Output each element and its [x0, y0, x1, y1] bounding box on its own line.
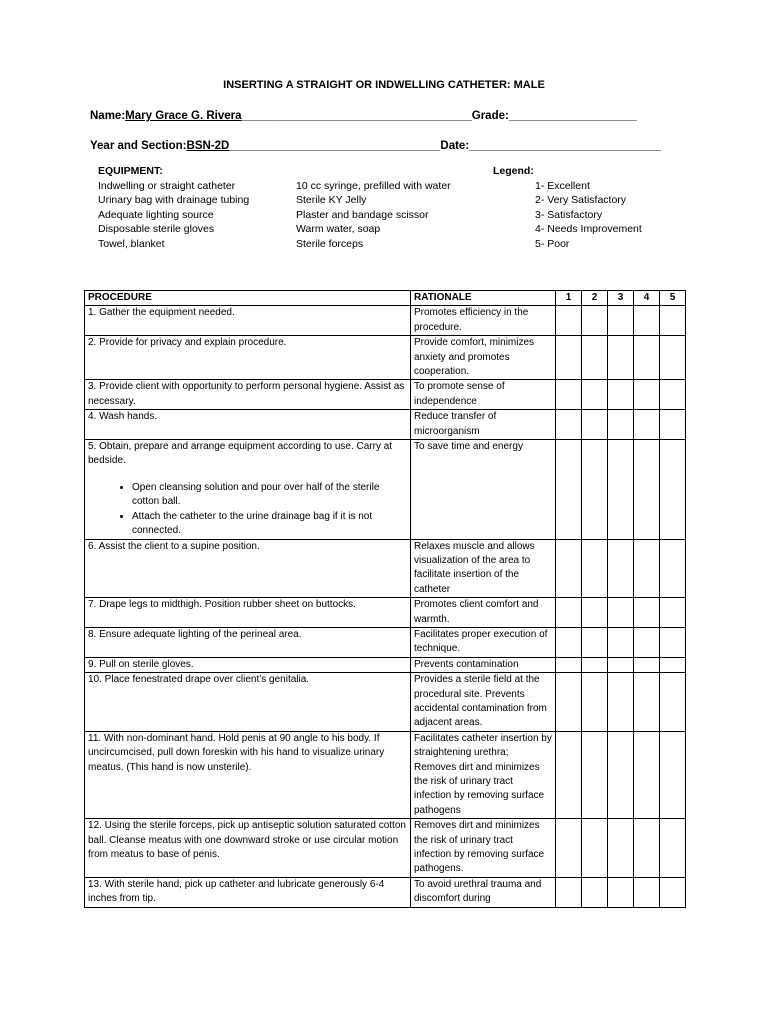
- score-cell[interactable]: [608, 731, 634, 818]
- rationale-cell: Promotes efficiency in the procedure.: [411, 306, 556, 336]
- score-cell[interactable]: [582, 627, 608, 657]
- document-title: INSERTING A STRAIGHT OR INDWELLING CATHETER: MALE: [223, 79, 545, 91]
- score-cell[interactable]: [660, 731, 686, 818]
- legend-heading: Legend:: [493, 165, 534, 177]
- section-blank: _________________________________: [229, 140, 441, 152]
- score-cell[interactable]: [556, 657, 582, 672]
- date-blank: ______________________________: [469, 140, 662, 152]
- score-cell[interactable]: [556, 731, 582, 818]
- legend-item: 3- Satisfactory: [535, 208, 603, 221]
- table-row: [85, 877, 686, 907]
- procedure-cell: 4. Wash hands.: [85, 410, 411, 440]
- score-cell[interactable]: [608, 306, 634, 336]
- table-row: [85, 380, 686, 410]
- equipment-item: Indwelling or straight catheter: [98, 180, 236, 192]
- score-cell[interactable]: [582, 306, 608, 336]
- rationale-cell: Prevents contamination: [411, 657, 556, 672]
- score-cell[interactable]: [634, 598, 660, 628]
- score-cell[interactable]: [582, 380, 608, 410]
- equipment-item: Towel, blanket: [98, 237, 165, 250]
- equipment-col-1: [98, 165, 249, 251]
- score-cell[interactable]: [608, 336, 634, 380]
- procedure-cell: 13. With sterile hand, pick up catheter and lubricate generously 6-4 inches from tip.: [85, 877, 411, 907]
- score-cell[interactable]: [634, 877, 660, 907]
- rationale-cell: To save time and energy: [411, 440, 556, 539]
- rationale-cell: Reduce transfer of microorganism: [411, 410, 556, 440]
- rationale-cell: Facilitates catheter insertion by straightening urethra; Removes dirt and minimizes the risk of urinary tract infection by removing surface pathogens: [411, 731, 556, 818]
- name-value: Mary Grace G. Rivera: [125, 110, 242, 122]
- legend-item: 5- Poor: [535, 237, 570, 250]
- rationale-cell: Promotes client comfort and warmth.: [411, 598, 556, 628]
- equipment-item: Sterile KY Jelly: [296, 194, 367, 207]
- score-cell[interactable]: [660, 539, 686, 598]
- section-value: BSN-2D: [186, 140, 230, 152]
- score-5-header: 5: [660, 291, 686, 306]
- score-cell[interactable]: [556, 819, 582, 878]
- rationale-header: RATIONALE: [411, 291, 556, 306]
- score-1-header: 1: [556, 291, 582, 306]
- score-cell[interactable]: [608, 627, 634, 657]
- procedure-cell: 9. Pull on sterile gloves.: [85, 657, 411, 672]
- score-cell[interactable]: [660, 598, 686, 628]
- score-cell[interactable]: [582, 440, 608, 539]
- score-cell[interactable]: [634, 380, 660, 410]
- score-cell[interactable]: [634, 336, 660, 380]
- grade-label: Grade:: [471, 110, 509, 122]
- score-cell[interactable]: [582, 598, 608, 628]
- score-cell[interactable]: [556, 877, 582, 907]
- equipment-item: Warm water, soap: [296, 223, 381, 236]
- equipment-item: Adequate lighting source: [98, 208, 214, 221]
- name-blank: ____________________________________: [241, 110, 472, 122]
- score-cell[interactable]: [660, 380, 686, 410]
- score-cell[interactable]: [608, 819, 634, 878]
- table-row: [85, 627, 686, 657]
- rationale-cell: Facilitates proper execution of technique.: [411, 627, 556, 657]
- score-cell[interactable]: [582, 410, 608, 440]
- score-cell[interactable]: [582, 657, 608, 672]
- table-row: [85, 539, 686, 598]
- procedure-cell: 10. Place fenestrated drape over client’s genitalia.: [85, 673, 411, 732]
- score-cell[interactable]: [556, 598, 582, 628]
- name-line: [90, 110, 637, 122]
- score-cell[interactable]: [660, 336, 686, 380]
- score-cell[interactable]: [556, 627, 582, 657]
- rationale-cell: To avoid urethral trauma and discomfort during: [411, 877, 556, 907]
- score-cell[interactable]: [608, 657, 634, 672]
- procedure-cell: 3. Provide client with opportunity to perform personal hygiene. Assist as necessary.: [85, 380, 411, 410]
- equipment-heading: EQUIPMENT:: [98, 165, 163, 177]
- table-row: [85, 306, 686, 336]
- score-cell[interactable]: [634, 539, 660, 598]
- score-cell[interactable]: [582, 539, 608, 598]
- rationale-cell: To promote sense of independence: [411, 380, 556, 410]
- equipment-item: Plaster and bandage scissor: [296, 208, 429, 221]
- rationale-cell: Removes dirt and minimizes the risk of urinary tract infection by removing surface pathogens.: [411, 819, 556, 878]
- section-label: Year and Section:: [90, 140, 187, 152]
- score-cell[interactable]: [608, 539, 634, 598]
- score-cell[interactable]: [608, 380, 634, 410]
- table-row: [85, 336, 686, 380]
- date-label: Date:: [440, 140, 470, 152]
- score-3-header: 3: [608, 291, 634, 306]
- score-2-header: 2: [582, 291, 608, 306]
- procedure-cell: 7. Drape legs to midthigh. Position rubber sheet on buttocks.: [85, 598, 411, 628]
- score-cell[interactable]: [634, 410, 660, 440]
- score-cell[interactable]: [556, 336, 582, 380]
- score-cell[interactable]: [582, 819, 608, 878]
- score-cell[interactable]: [634, 673, 660, 732]
- table-header-row: [85, 291, 686, 306]
- score-cell[interactable]: [634, 819, 660, 878]
- score-cell[interactable]: [634, 657, 660, 672]
- procedure-cell: 11. With non-dominant hand. Hold penis at 90 angle to his body. If uncircumcised, pull down foreskin with his hand to visualize urinary meatus. (This hand is now unsterile).: [85, 731, 411, 818]
- score-4-header: 4: [634, 291, 660, 306]
- table-row: [85, 673, 686, 732]
- procedure-cell: 8. Ensure adequate lighting of the perineal area.: [85, 627, 411, 657]
- table-row: [85, 731, 686, 818]
- score-cell[interactable]: [582, 673, 608, 732]
- list-item: • Open cleansing solution and pour over half of the sterile cotton ball.: [132, 481, 407, 510]
- score-cell[interactable]: [608, 877, 634, 907]
- table-row: [85, 440, 686, 539]
- score-cell[interactable]: [660, 440, 686, 539]
- score-cell[interactable]: [608, 673, 634, 732]
- procedure-cell: 1. Gather the equipment needed.: [85, 306, 411, 336]
- score-cell[interactable]: [556, 673, 582, 732]
- legend-item: 1- Excellent: [535, 180, 590, 192]
- score-cell[interactable]: [556, 440, 582, 539]
- score-cell[interactable]: [660, 306, 686, 336]
- rationale-cell: Relaxes muscle and allows visualization of the area to facilitate insertion of the catheter: [411, 539, 556, 598]
- score-cell[interactable]: [556, 306, 582, 336]
- score-cell[interactable]: [556, 539, 582, 598]
- score-cell[interactable]: [660, 673, 686, 732]
- procedure-sub-list: [88, 481, 407, 539]
- table-row: [85, 410, 686, 440]
- table-row: [85, 598, 686, 628]
- procedure-table: [84, 290, 686, 908]
- score-cell[interactable]: [634, 440, 660, 539]
- procedure-cell: 2. Provide for privacy and explain procedure.: [85, 336, 411, 380]
- rationale-cell: Provide comfort, minimizes anxiety and promotes cooperation.: [411, 336, 556, 380]
- legend-item: 4- Needs Improvement: [535, 223, 642, 236]
- score-cell[interactable]: [634, 306, 660, 336]
- score-cell[interactable]: [608, 440, 634, 539]
- equipment-item: Urinary bag with drainage tubing: [98, 194, 250, 207]
- equipment-item: 10 cc syringe, prefilled with water: [296, 180, 451, 192]
- legend-item: 2- Very Satisfactory: [535, 194, 627, 207]
- list-item: • Attach the catheter to the urine drainage bag if it is not connected.: [132, 510, 407, 539]
- procedure-header: PROCEDURE: [85, 291, 411, 306]
- equipment-col-2: [296, 165, 451, 251]
- score-cell[interactable]: [634, 731, 660, 818]
- legend-list: [535, 165, 642, 251]
- procedure-cell: 12. Using the sterile forceps, pick up antiseptic solution saturated cotton ball. Cleanse meatus with one downward stroke or use circular motion from meatus to base of penis.: [85, 819, 411, 878]
- score-cell[interactable]: [582, 731, 608, 818]
- score-cell[interactable]: [660, 627, 686, 657]
- equipment-item: Sterile forceps: [296, 237, 364, 250]
- grade-blank: ____________________: [508, 110, 637, 122]
- score-cell[interactable]: [556, 410, 582, 440]
- table-row: [85, 657, 686, 672]
- score-cell[interactable]: [660, 819, 686, 878]
- score-cell[interactable]: [582, 336, 608, 380]
- equipment-item: Disposable sterile gloves: [98, 223, 215, 236]
- score-cell[interactable]: [660, 657, 686, 672]
- score-cell[interactable]: [556, 380, 582, 410]
- section-line: [90, 140, 661, 152]
- score-cell[interactable]: [608, 598, 634, 628]
- score-cell[interactable]: [582, 877, 608, 907]
- procedure-cell: 6. Assist the client to a supine position.: [85, 539, 411, 598]
- score-cell[interactable]: [634, 627, 660, 657]
- score-cell[interactable]: [660, 410, 686, 440]
- procedure-cell: [85, 440, 411, 539]
- procedure-text: 5. Obtain, prepare and arrange equipment according to use. Carry at bedside.: [88, 441, 393, 467]
- score-cell[interactable]: [608, 410, 634, 440]
- score-cell[interactable]: [660, 877, 686, 907]
- name-label: Name:: [90, 110, 126, 122]
- rationale-cell: Provides a sterile field at the procedural site. Prevents accidental contamination from adjacent areas.: [411, 673, 556, 732]
- table-row: [85, 819, 686, 878]
